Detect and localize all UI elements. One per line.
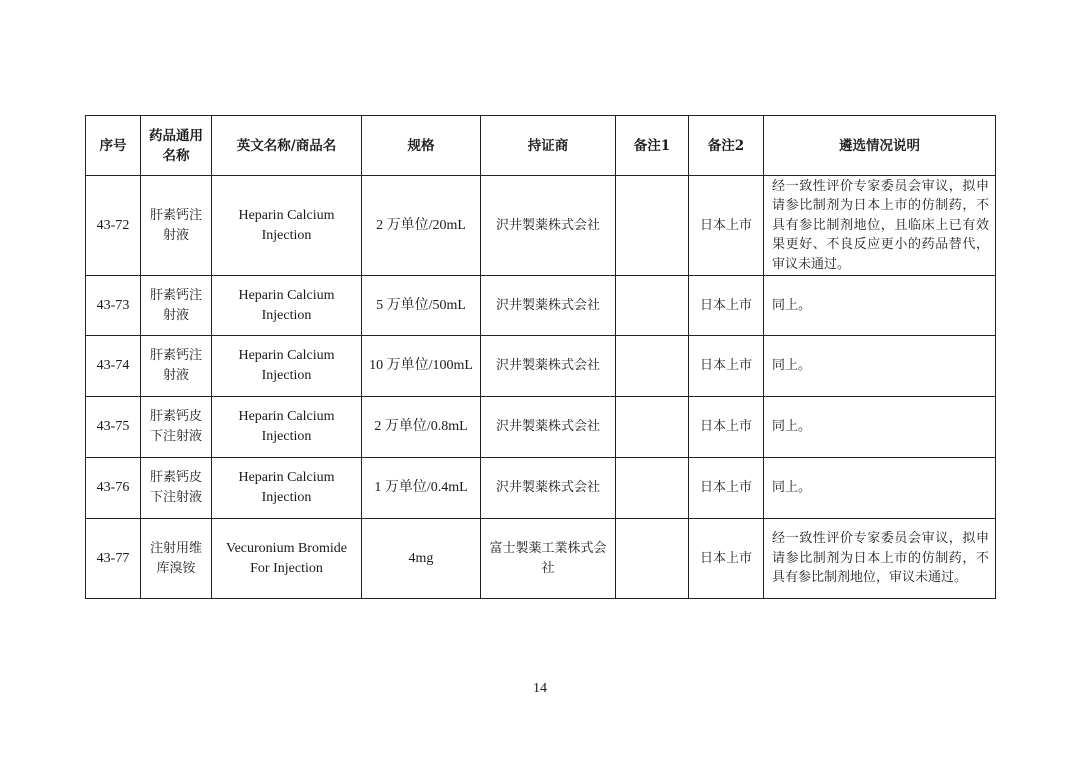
- table-row: [86, 458, 996, 519]
- cell-spec: 10 万单位/100mL: [362, 336, 481, 397]
- cell-generic-name: 注射用维库溴铵: [141, 519, 212, 599]
- cell-note1: [616, 276, 689, 336]
- page-number: 14: [533, 681, 547, 696]
- cell-holder: 沢井製薬株式会社: [481, 397, 616, 458]
- cell-remark: 同上。: [764, 336, 996, 397]
- cell-english-name: Heparin Calcium Injection: [212, 176, 362, 276]
- cell-holder: 沢井製薬株式会社: [481, 176, 616, 276]
- cell-holder: 沢井製薬株式会社: [481, 336, 616, 397]
- table-row: [86, 276, 996, 336]
- cell-spec: 1 万单位/0.4mL: [362, 458, 481, 519]
- cell-remark: 同上。: [764, 276, 996, 336]
- table-row: [86, 176, 996, 276]
- cell-note1: [616, 519, 689, 599]
- cell-spec: 2 万单位/0.8mL: [362, 397, 481, 458]
- cell-generic-name: 肝素钙注射液: [141, 276, 212, 336]
- header-spec: 规格: [362, 116, 481, 176]
- cell-english-name: Heparin Calcium Injection: [212, 458, 362, 519]
- cell-remark: 同上。: [764, 397, 996, 458]
- header-note2: 备注2: [689, 116, 764, 176]
- cell-id: 43-73: [86, 276, 141, 336]
- cell-id: 43-72: [86, 176, 141, 276]
- table-row: [86, 519, 996, 599]
- cell-id: 43-77: [86, 519, 141, 599]
- cell-note1: [616, 397, 689, 458]
- cell-english-name: Vecuronium Bromide For Injection: [212, 519, 362, 599]
- cell-remark: 经一致性评价专家委员会审议，拟申请参比制剂为日本上市的仿制药，不具有参比制剂地位，审议未通过。: [764, 519, 996, 599]
- cell-generic-name: 肝素钙皮下注射液: [141, 397, 212, 458]
- cell-note2: 日本上市: [689, 336, 764, 397]
- table-header-row: [86, 116, 996, 176]
- cell-generic-name: 肝素钙注射液: [141, 176, 212, 276]
- cell-id: 43-76: [86, 458, 141, 519]
- cell-holder: 沢井製薬株式会社: [481, 458, 616, 519]
- header-note1: 备注1: [616, 116, 689, 176]
- cell-id: 43-74: [86, 336, 141, 397]
- cell-spec: 2 万单位/20mL: [362, 176, 481, 276]
- cell-remark: 同上。: [764, 458, 996, 519]
- header-english-name: 英文名称/商品名: [212, 116, 362, 176]
- drug-selection-table: [85, 115, 996, 599]
- cell-note2: 日本上市: [689, 276, 764, 336]
- table-row: [86, 336, 996, 397]
- cell-english-name: Heparin Calcium Injection: [212, 276, 362, 336]
- table-row: [86, 397, 996, 458]
- cell-id: 43-75: [86, 397, 141, 458]
- cell-spec: 5 万单位/50mL: [362, 276, 481, 336]
- cell-note1: [616, 336, 689, 397]
- header-remark: 遴选情况说明: [764, 116, 996, 176]
- cell-holder: 富士製薬工業株式会社: [481, 519, 616, 599]
- cell-remark: 经一致性评价专家委员会审议，拟申请参比制剂为日本上市的仿制药，不具有参比制剂地位，且临床上已有效果更好、不良反应更小的药品替代，审议未通过。: [764, 176, 996, 276]
- header-generic-name: 药品通用名称: [141, 116, 212, 176]
- cell-note2: 日本上市: [689, 397, 764, 458]
- cell-english-name: Heparin Calcium Injection: [212, 336, 362, 397]
- cell-spec: 4mg: [362, 519, 481, 599]
- cell-note2: 日本上市: [689, 176, 764, 276]
- cell-note1: [616, 458, 689, 519]
- cell-english-name: Heparin Calcium Injection: [212, 397, 362, 458]
- cell-note2: 日本上市: [689, 519, 764, 599]
- cell-note1: [616, 176, 689, 276]
- cell-holder: 沢井製薬株式会社: [481, 276, 616, 336]
- header-id: 序号: [86, 116, 141, 176]
- cell-note2: 日本上市: [689, 458, 764, 519]
- header-holder: 持证商: [481, 116, 616, 176]
- cell-generic-name: 肝素钙注射液: [141, 336, 212, 397]
- cell-generic-name: 肝素钙皮下注射液: [141, 458, 212, 519]
